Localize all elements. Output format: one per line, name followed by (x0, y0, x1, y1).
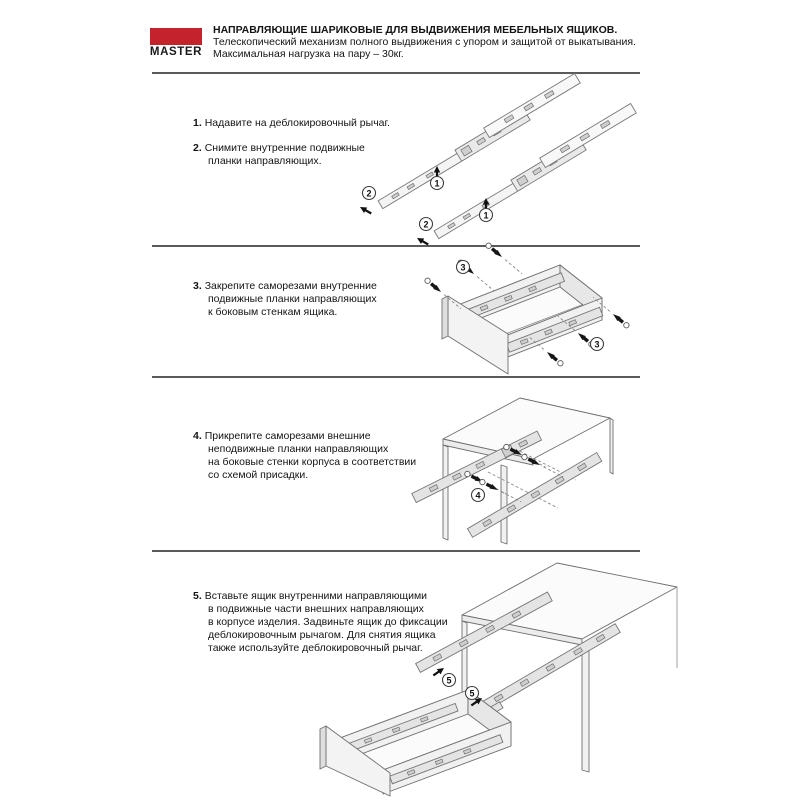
svg-text:5: 5 (469, 688, 475, 699)
cabinet-right-panel (582, 645, 589, 772)
figure-slides-extended (346, 76, 680, 244)
step-5-text: Вставьте ящик внутренними направляющими (204, 590, 428, 602)
svg-text:5: 5 (446, 675, 452, 686)
callout-badge-2 (420, 218, 433, 231)
step-3-number: 3. (193, 280, 202, 292)
svg-text:3: 3 (460, 262, 466, 273)
callout-badge-4 (472, 489, 485, 502)
svg-text:4: 4 (475, 490, 481, 501)
step-1-number: 1. (193, 117, 202, 129)
figure-drawer-insertion (276, 554, 678, 800)
doc-subtitle-1: Телескопический механизм полного выдвижения с упором и защитой от выкатывания. (213, 35, 636, 48)
drawer-box (442, 262, 603, 374)
svg-text:2: 2 (423, 219, 429, 230)
brand-logo (150, 28, 202, 45)
step-2-number: 2. (193, 142, 202, 154)
doc-subtitle-2: Максимальная нагрузка на пару – 30кг. (213, 47, 404, 60)
callout-badge-5 (466, 687, 479, 700)
step-2-text: Снимите внутренние подвижные (204, 142, 365, 154)
step-2: 2. Снимите внутренние подвижные планки направляющих. (193, 142, 365, 167)
step-3-text: Закрепите саморезами внутренние (204, 280, 377, 292)
cabinet-middle-panel (501, 465, 507, 544)
callout-badge-1 (480, 209, 493, 222)
step-3: 3. Закрепите саморезами внутренние подвижные планки направляющих к боковым стенкам ящика. (193, 280, 377, 318)
telescopic-slide (374, 73, 583, 208)
cabinet-right-panel (610, 418, 613, 474)
section-divider-1 (152, 72, 640, 74)
brand-wordmark: MASTER (149, 46, 203, 58)
step-4-text: Прикрепите саморезами внешние (204, 430, 371, 442)
remove-arrow-icon (358, 204, 372, 216)
svg-text:2: 2 (366, 188, 372, 199)
callout-badge-3 (591, 338, 604, 351)
doc-header (213, 25, 653, 60)
svg-text:1: 1 (483, 210, 489, 221)
callout-badge-2 (363, 187, 376, 200)
figure-drawer-rails-mounting (418, 246, 665, 378)
figure-cabinet-rails-mounting (406, 384, 673, 548)
callout-badge-3 (457, 261, 470, 274)
cabinet-left-panel (443, 445, 448, 540)
step-5: 5. Вставьте ящик внутренними направляющими в подвижные части внешних направляющих в корпусе изделия. Задвиньте ящик до фиксации деблокировочным рычагом. Для снятия ящика также используйте деблокировочный рычаг. (193, 590, 448, 654)
step-4: 4. Прикрепите саморезами внешние неподвижные планки направляющих на боковые стенки корпуса в соответствии со схемой присадки. (193, 430, 417, 481)
callout-badge-1 (431, 177, 444, 190)
doc-title: НАПРАВЛЯЮЩИЕ ШАРИКОВЫЕ ДЛЯ ВЫДВИЖЕНИЯ МЕБЕЛЬНЫХ ЯЩИКОВ. (213, 24, 618, 36)
callout-badge-5 (443, 674, 456, 687)
telescopic-slide (430, 103, 639, 238)
step-4-number: 4. (193, 430, 202, 442)
svg-text:1: 1 (434, 178, 440, 189)
section-divider-4 (152, 550, 640, 552)
screw-icon (485, 242, 524, 276)
drawer-box (320, 690, 511, 796)
step-5-number: 5. (193, 590, 202, 602)
step-1-text: Надавите на деблокировочный рычаг. (204, 117, 390, 129)
svg-text:3: 3 (594, 339, 600, 350)
